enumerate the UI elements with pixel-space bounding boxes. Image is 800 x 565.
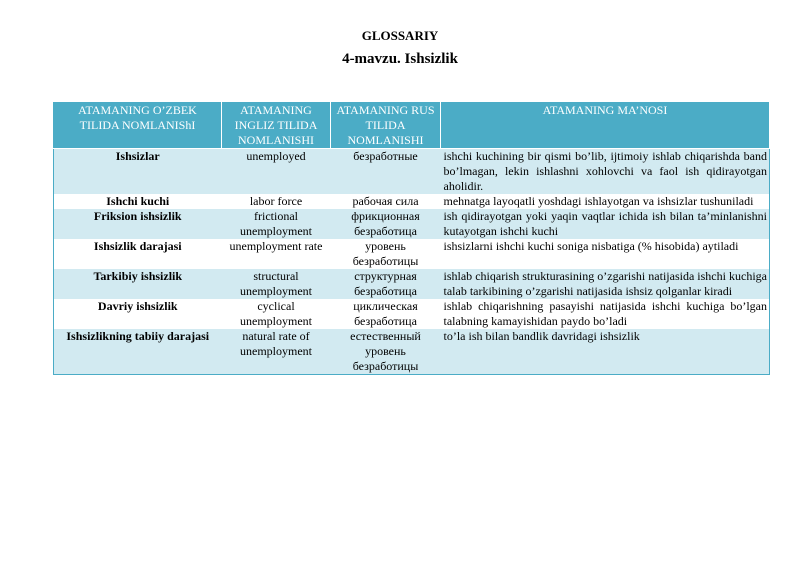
term-uzbek: Ishsizlar [54,149,222,195]
term-russian: циклическая безработица [331,299,441,329]
term-definition: to’la ish bilan bandlik davridagi ishsizlik [441,329,770,375]
table-header-row [54,102,770,149]
term-russian: рабочая сила [331,194,441,209]
glossary-table [53,101,770,375]
term-uzbek: Friksion ishsizlik [54,209,222,239]
term-english: frictional unemployment [222,209,331,239]
table-row [54,194,770,209]
term-definition: ishchi kuchining bir qismi bo’lib, ijtimoiy ishlab chiqarishda band bo’lmagan, lekin ishlashni xohlovchi va faol ish qidirayotgan aholidir. [441,149,770,195]
term-uzbek: Davriy ishsizlik [54,299,222,329]
term-english: structural unemployment [222,269,331,299]
term-russian: структурная безработица [331,269,441,299]
table-row [54,299,770,329]
table-row [54,269,770,299]
header-english-term: ATAMANING INGLIZ TILIDA NOMLANISHI [222,102,331,149]
table-row [54,239,770,269]
term-uzbek: Ishchi kuchi [54,194,222,209]
header-russian-term: ATAMANING RUS TILIDA NOMLANISHI [331,102,441,149]
term-russian: естественный уровень безработицы [331,329,441,375]
table-row [54,149,770,195]
document-subtitle: 4-mavzu. Ishsizlik [342,51,458,67]
term-uzbek: Ishsizlik darajasi [54,239,222,269]
document-title: GLOSSARIY [361,28,439,43]
term-definition: ish qidirayotgan yoki yaqin vaqtlar ichida ish bilan ta’minlanishni kutayotgan ishchi kuchi [441,209,770,239]
term-definition: mehnatga layoqatli yoshdagi ishlayotgan va ishsizlar tushuniladi [441,194,770,209]
term-uzbek: Tarkibiy ishsizlik [54,269,222,299]
term-english: natural rate of unemployment [222,329,331,375]
term-definition: ishsizlarni ishchi kuchi soniga nisbatiga (% hisobida) aytiladi [441,239,770,269]
term-definition: ishlab chiqarishning pasayishi natijasida ishchi kuchiga bo’lgan talabning kamayishidan paydo bo’ladi [441,299,770,329]
term-english: unemployed [222,149,331,195]
term-uzbek: Ishsizlikning tabiiy darajasi [54,329,222,375]
table-row [54,209,770,239]
term-english: unemployment rate [222,239,331,269]
term-english: labor force [222,194,331,209]
header-meaning: ATAMANING MA’NOSI [441,102,770,149]
term-russian: уровень безработицы [331,239,441,269]
term-russian: фрикционная безработица [331,209,441,239]
term-definition: ishlab chiqarish strukturasining o’zgarishi natijasida ishchi kuchiga talab tarkibining o’zgarishi natijasida ishsiz qolganlar kiradi [441,269,770,299]
term-russian: безработные [331,149,441,195]
header-uzbek-term: ATAMANING O’ZBEK TILIDA NOMLANIShI [54,102,222,149]
table-row [54,329,770,375]
term-english: cyclical unemployment [222,299,331,329]
